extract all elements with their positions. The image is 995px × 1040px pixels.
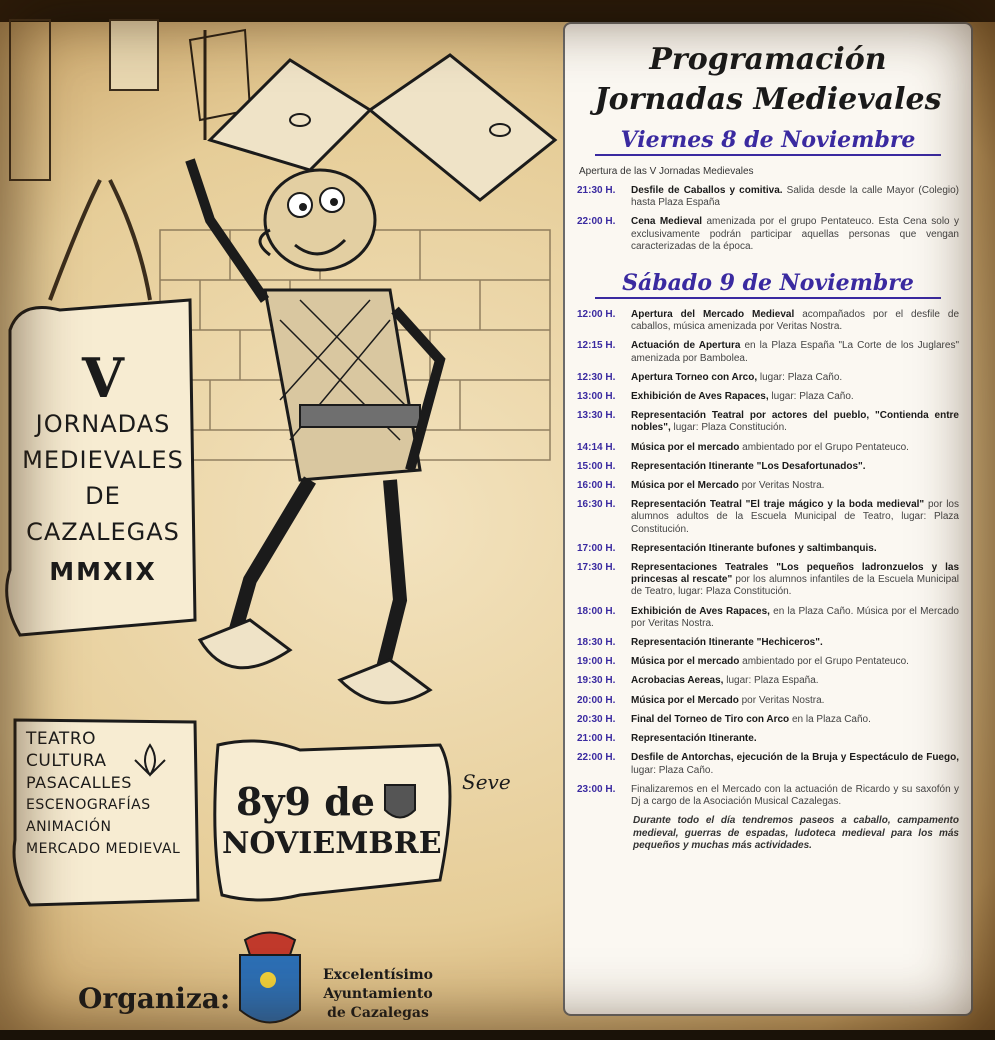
ayuntamiento-name — [318, 966, 438, 1023]
schedule-detail: por Veritas Nostra. — [738, 480, 825, 492]
schedule-time: 16:00 H. — [577, 480, 616, 492]
schedule-detail: Salida desde la calle Mayor (Colegio) hasta Plaza España — [631, 185, 959, 209]
schedule-detail: por los alumnos infantiles de la Escuela Municipal de Teatro, lugar: Plaza Constitución. — [631, 574, 959, 598]
schedule-time: 13:00 H. — [577, 391, 616, 403]
schedule-time: 18:00 H. — [577, 605, 616, 617]
activity-item: ANIMACIÓN — [26, 819, 112, 835]
schedule-event: Final del Torneo de Tiro con Arco — [631, 713, 790, 725]
activity-item: CULTURA — [26, 751, 107, 771]
schedule-time: 12:15 H. — [577, 340, 616, 352]
schedule-event: Desfile de Antorchas, ejecución de la Bruja y Espectáculo de Fuego, — [631, 752, 959, 764]
schedule-time: 21:30 H. — [577, 185, 616, 196]
schedule-item — [577, 216, 959, 253]
schedule-detail: lugar: Plaza Caño. — [768, 391, 854, 403]
schedule-event: Apertura Torneo con Arco, — [631, 371, 758, 383]
schedule-time: 18:30 H. — [577, 637, 616, 649]
activity-item: ESCENOGRAFÍAS — [26, 797, 151, 813]
schedule-event: Música por el Mercado — [631, 694, 739, 706]
schedule-event: Música por el mercado — [631, 441, 740, 453]
schedule-event: Desfile de Caballos y comitiva. — [631, 185, 783, 196]
program-title-line-1: Programación — [649, 42, 887, 77]
schedule-time: 22:00 H. — [577, 216, 616, 228]
schedule-item — [577, 714, 959, 726]
schedule-detail: en la Plaza Caño. — [789, 713, 871, 725]
schedule-event: Exhibición de Aves Rapaces, — [631, 605, 770, 617]
schedule-event: Representación Itinerante "Hechiceros". — [631, 637, 823, 649]
schedule-time: 12:00 H. — [577, 309, 616, 321]
schedule-item — [577, 480, 959, 492]
schedule-detail: Finalizaremos en el Mercado con la actuación de Ricardo y su saxofón y Dj a cargo de la Asociación Musical Cazalegas. — [631, 783, 959, 807]
schedule-time: 12:30 H. — [577, 371, 616, 383]
schedule-item — [577, 637, 959, 649]
schedule-time: 19:30 H. — [577, 675, 616, 687]
schedule-event: Representaciones Teatrales "Los pequeños ladronzuelos y las princesas al rescate" — [631, 562, 959, 586]
schedule-event: Música por el mercado — [631, 656, 740, 668]
schedule-item — [577, 695, 959, 707]
schedule-detail: ambientado por el Grupo Pentateuco. — [739, 656, 909, 668]
schedule-item — [577, 784, 959, 808]
organiza-label: Organiza: — [78, 982, 231, 1015]
schedule-item — [577, 562, 959, 599]
schedule-time: 22:00 H. — [577, 752, 616, 764]
day-heading-friday: Viernes 8 de Noviembre — [595, 126, 941, 156]
schedule-item — [577, 656, 959, 668]
ayuntamiento-line: de Cazalegas — [327, 1005, 429, 1021]
schedule-event: Representación Itinerante. — [631, 733, 757, 745]
artist-signature: Seve — [462, 770, 511, 794]
schedule-time: 20:30 H. — [577, 713, 616, 725]
schedule-item — [577, 309, 959, 333]
title-line-1: JORNADAS — [35, 410, 171, 438]
title-year: MMXIX — [49, 557, 157, 586]
activity-item: PASACALLES — [26, 773, 132, 792]
schedule-item — [577, 461, 959, 473]
closing-note: Durante todo el día tendremos paseos a caballo, campamento medieval, guerras de espadas, ludoteca medieval para los más pequeños y muchas más actividades. — [633, 815, 959, 852]
schedule-event: Representación Itinerante bufones y saltimbanquis. — [631, 542, 877, 554]
activity-item: MERCADO MEDIEVAL — [26, 841, 181, 857]
schedule-item — [577, 733, 959, 745]
schedule-event: Apertura del Mercado Medieval — [631, 309, 795, 321]
schedule-detail: en la Plaza Caño. Música por el Mercado por Veritas Nostra. — [631, 605, 959, 629]
schedule-time: 17:00 H. — [577, 542, 616, 554]
schedule-item — [577, 675, 959, 687]
schedule-item — [577, 499, 959, 536]
schedule-item — [577, 606, 959, 630]
schedule-event: Representación Teatral por actores del pueblo, "Contienda entre nobles", — [631, 410, 959, 434]
schedule-detail: amenizada por el grupo Pentateuco. Esta Cena solo y exclusivamente podrán participar aquellas personas que vengan caracterizadas de la época. — [631, 216, 959, 252]
date-line-2: NOVIEMBRE — [222, 826, 442, 861]
schedule-event: Música por el Mercado — [631, 480, 739, 492]
schedule-time: 23:00 H. — [577, 783, 616, 795]
schedule-event: Actuación de Apertura — [631, 340, 741, 352]
activity-item: TEATRO — [26, 729, 97, 749]
schedule-item — [577, 442, 959, 454]
event-title-scroll — [14, 346, 192, 620]
schedule-time: 21:00 H. — [577, 733, 616, 745]
program-panel — [563, 22, 973, 1016]
schedule-event: Representación Itinerante "Los Desafortunados". — [631, 460, 866, 472]
title-line-2: MEDIEVALES — [22, 446, 184, 474]
schedule-item — [577, 391, 959, 403]
date-line-1: 8y9 de — [236, 779, 375, 824]
day-heading-saturday: Sábado 9 de Noviembre — [595, 269, 941, 299]
title-line-4: CAZALEGAS — [26, 518, 180, 546]
schedule-item — [577, 410, 959, 434]
schedule-detail: por Veritas Nostra. — [738, 694, 825, 706]
friday-intro: Apertura de las V Jornadas Medievales — [579, 166, 754, 177]
torn-edge-bottom — [0, 1030, 995, 1040]
activities-list — [26, 728, 206, 908]
title-line-3: DE — [85, 482, 121, 510]
saturday-schedule — [577, 309, 959, 808]
schedule-time: 13:30 H. — [577, 410, 616, 422]
schedule-item — [577, 340, 959, 364]
edition-number: V — [82, 346, 124, 410]
event-dates — [222, 779, 442, 880]
schedule-time: 14:14 H. — [577, 441, 616, 453]
schedule-time: 15:00 H. — [577, 460, 616, 472]
schedule-time: 19:00 H. — [577, 656, 616, 668]
schedule-event: Cena Medieval — [631, 216, 703, 228]
schedule-item — [577, 543, 959, 555]
schedule-detail: lugar: Plaza Caño. — [631, 764, 714, 776]
program-title-line-2: Jornadas Medievales — [594, 82, 942, 117]
schedule-detail: lugar: Plaza Constitución. — [670, 422, 787, 434]
schedule-item — [577, 752, 959, 776]
schedule-item — [577, 185, 959, 209]
schedule-detail: acompañados por el desfile de caballos, música amenizada por Veritas Nostra. — [631, 309, 960, 333]
schedule-time: 16:30 H. — [577, 499, 616, 511]
schedule-detail: por los alumnos adultos de la Escuela Municipal de Teatro, lugar: Plaza Constitución. — [631, 499, 959, 535]
schedule-detail: en la Plaza España "La Corte de los Juglares" amenizada por Bambolea. — [631, 340, 959, 364]
schedule-detail: ambientado por el Grupo Pentateuco. — [739, 441, 909, 453]
ayuntamiento-line: Ayuntamiento — [323, 986, 433, 1002]
schedule-time: 20:00 H. — [577, 694, 616, 706]
ayuntamiento-line: Excelentísimo — [323, 967, 433, 983]
schedule-item — [577, 372, 959, 384]
schedule-detail: lugar: Plaza España. — [723, 675, 819, 687]
schedule-event: Representación Teatral "El traje mágico y la boda medieval" — [631, 499, 925, 511]
schedule-event: Acrobacias Aereas, — [631, 675, 724, 687]
schedule-time: 17:30 H. — [577, 562, 616, 574]
schedule-event: Exhibición de Aves Rapaces, — [631, 391, 769, 403]
schedule-detail: lugar: Plaza Caño. — [757, 371, 843, 383]
